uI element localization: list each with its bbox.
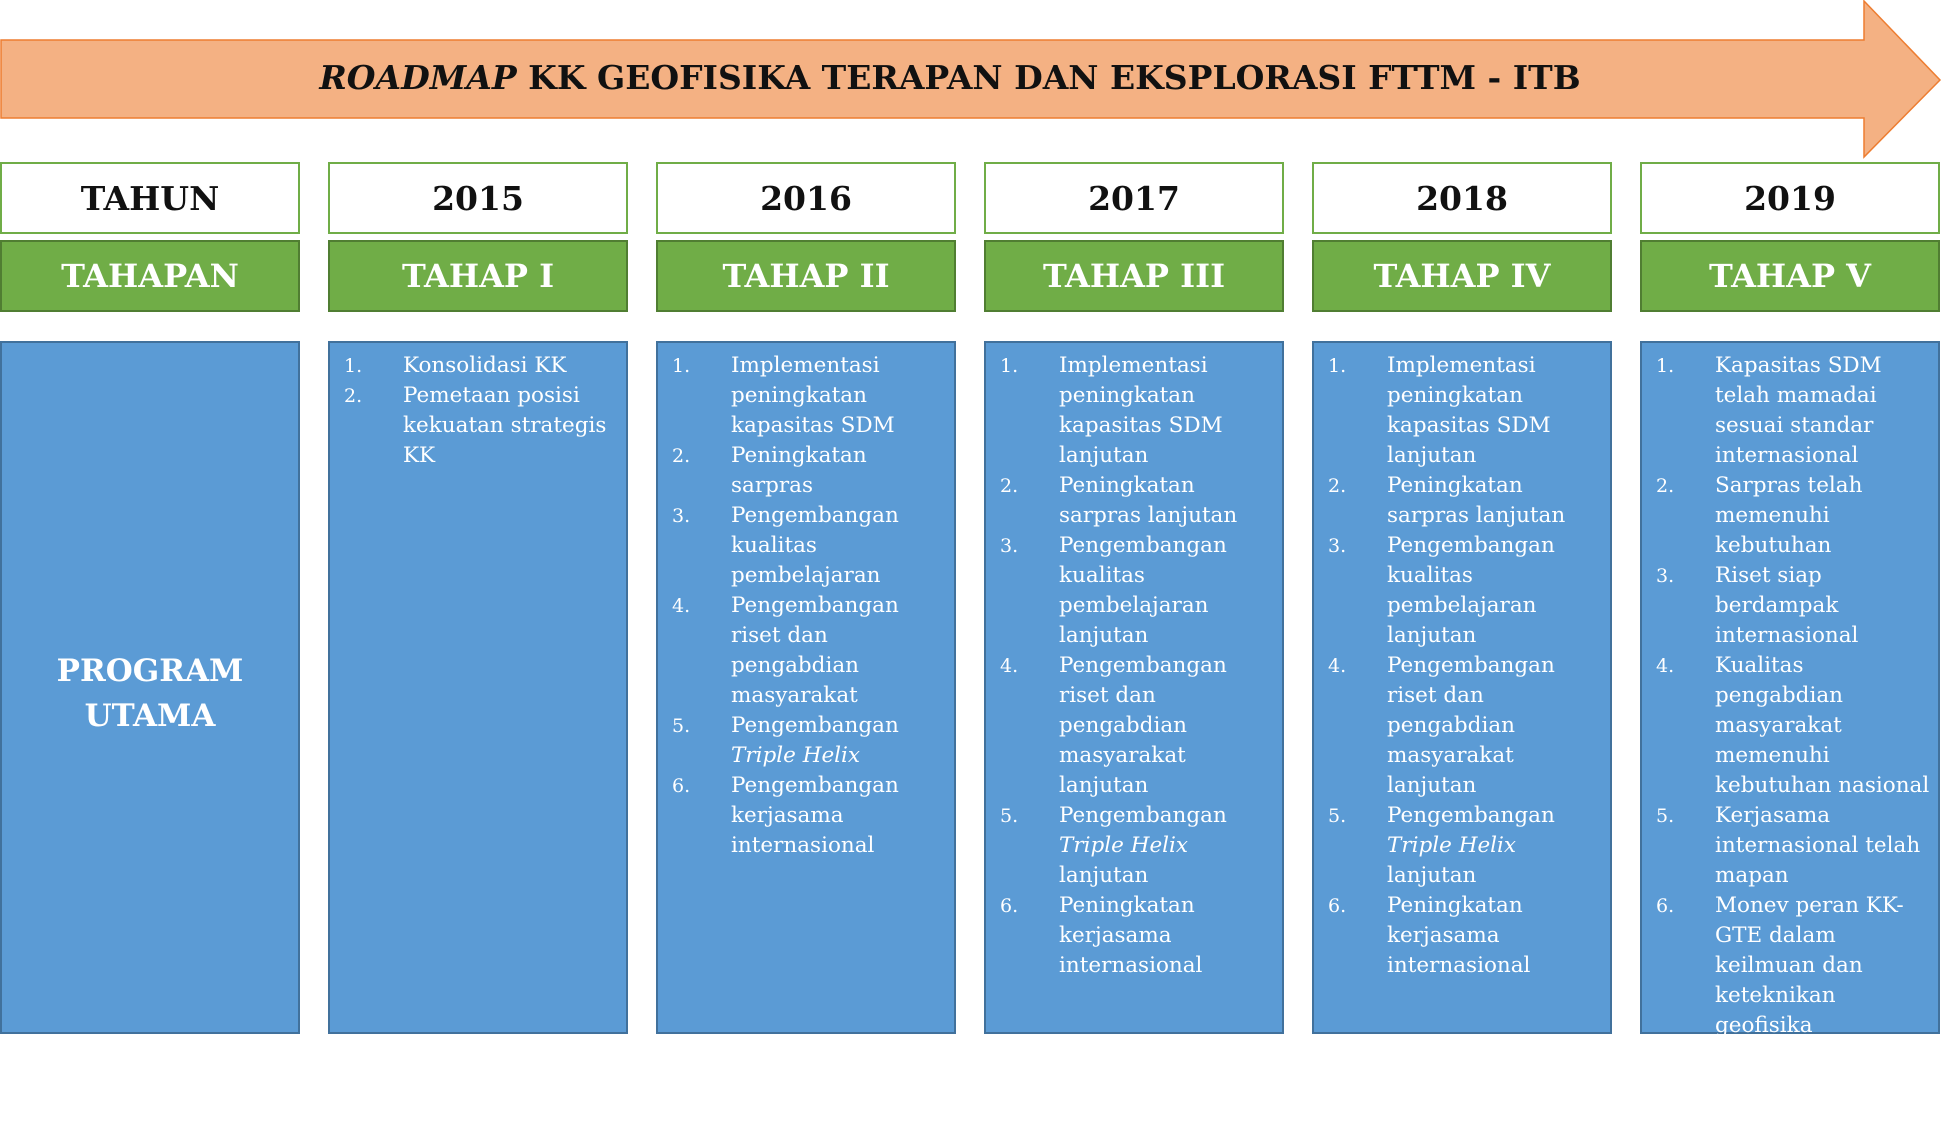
program-item-text-part: Monev peran KK-GTE dalam keilmuan dan keteknikan geofisika — [1715, 893, 1904, 1038]
year-cell-2017: 2017 — [984, 162, 1284, 234]
program-list-2017 — [986, 343, 1282, 981]
program-item-number: 4. — [1000, 655, 1019, 677]
program-cell-2015 — [328, 341, 628, 1034]
year-header-cell: TAHUN — [0, 162, 300, 234]
program-item-text-part: Peningkatan sarpras lanjutan — [1059, 473, 1238, 528]
program-item — [1642, 801, 1930, 891]
program-item-number: 3. — [1656, 565, 1675, 587]
program-item-number: 6. — [672, 775, 691, 797]
program-item-number: 3. — [672, 505, 691, 527]
program-item-text-part: lanjutan — [1387, 863, 1477, 888]
program-item-number: 2. — [1656, 475, 1675, 497]
program-item-text-part: Kualitas pengabdian masyarakat memenuhi kebutuhan nasional — [1715, 653, 1930, 798]
program-label-line1: PROGRAM — [56, 653, 244, 689]
program-item — [986, 891, 1274, 981]
program-item — [1642, 1041, 1930, 1131]
program-item-text-part: Triple Helix — [731, 743, 861, 768]
program-list-2016 — [658, 343, 954, 861]
program-item-number: 1. — [1328, 355, 1347, 377]
program-item-number: 4. — [1656, 655, 1675, 677]
program-item-text-part: Sarpras telah memenuhi kebutuhan — [1715, 473, 1863, 558]
program-item — [1314, 801, 1602, 891]
program-item-text-part: Pengembangan — [731, 713, 899, 738]
program-item-text-part: Peningkatan sarpras lanjutan — [1387, 473, 1566, 528]
stage-header-cell: TAHAPAN — [0, 240, 300, 312]
program-item-text-part: Pengembangan — [1387, 803, 1555, 828]
program-list-2015 — [330, 343, 626, 471]
program-item-number: 4. — [672, 595, 691, 617]
program-item-text — [1387, 891, 1602, 981]
program-item — [1642, 471, 1930, 561]
program-item-text — [731, 591, 946, 711]
program-item-number: 2. — [344, 385, 363, 407]
program-item — [1314, 651, 1602, 801]
program-item-number: 1. — [1656, 355, 1675, 377]
program-item-text-part: Peningkatan kerjasama internasional — [1387, 893, 1531, 978]
banner-title-italic: ROADMAP — [319, 58, 517, 97]
program-item — [986, 531, 1274, 651]
program-item — [658, 351, 946, 441]
program-item-text — [1715, 351, 1930, 471]
program-list-2018 — [1314, 343, 1610, 981]
program-item-text-part: Implementasi peningkatan kapasitas SDM lanjutan — [1387, 353, 1551, 468]
program-item-text-part: Kapasitas SDM telah mamadai sesuai standar internasional — [1715, 353, 1882, 468]
program-item — [1314, 891, 1602, 981]
program-item — [986, 471, 1274, 531]
program-item-text — [1715, 651, 1930, 801]
program-item-text — [1387, 351, 1602, 471]
program-item-text — [1715, 891, 1930, 1041]
program-cell-2018 — [1312, 341, 1612, 1034]
program-label — [2, 649, 298, 739]
program-item — [986, 351, 1274, 471]
program-item-number: 1. — [344, 355, 363, 377]
program-item-text — [1059, 531, 1274, 651]
program-item-text — [1059, 471, 1274, 531]
program-item-text — [731, 711, 946, 771]
program-item-number: 5. — [1656, 805, 1675, 827]
program-item — [1642, 351, 1930, 471]
stage-cell-2017: TAHAP III — [984, 240, 1284, 312]
program-item-text-part: roadmap — [1715, 1073, 1812, 1098]
program-item-text — [1715, 561, 1930, 651]
program-item-text-part: Peningkatan kerjasama internasional — [1059, 893, 1203, 978]
program-item-text-part: Riset siap berdampak internasional — [1715, 563, 1859, 648]
program-item-number: 3. — [1000, 535, 1019, 557]
program-item-number: 2. — [1000, 475, 1019, 497]
year-cell-2019: 2019 — [1640, 162, 1940, 234]
program-item-number: 1. — [672, 355, 691, 377]
program-item-text — [1059, 351, 1274, 471]
program-list-2019 — [1642, 343, 1938, 1131]
program-item-text — [403, 351, 618, 381]
banner-title — [0, 58, 1900, 97]
program-item-text-part: Implementasi peningkatan kapasitas SDM lanjutan — [1059, 353, 1223, 468]
program-item-text — [1059, 651, 1274, 801]
program-item-text-part: Pengembangan — [1059, 803, 1227, 828]
program-item-text-part: Pengembangan riset dan pengabdian masyarakat — [731, 593, 899, 708]
program-cell-2016 — [656, 341, 956, 1034]
program-item-text — [731, 351, 946, 441]
program-item-text-part: Pengembangan kualitas pembelajaran lanjutan — [1059, 533, 1227, 648]
program-item — [1314, 471, 1602, 531]
program-item — [1642, 561, 1930, 651]
program-item-text-part: Pengembangan kualitas pembelajaran lanjutan — [1387, 533, 1555, 648]
program-item-text-part: Triple Helix — [1059, 833, 1189, 858]
program-item-text — [1059, 801, 1274, 891]
program-item-text-part: Peningkatan sarpras — [731, 443, 867, 498]
program-item-text — [1387, 651, 1602, 801]
program-item-number: 5. — [672, 715, 691, 737]
program-item-number: 6. — [1328, 895, 1347, 917]
program-item-text — [1387, 801, 1602, 891]
program-item-text — [731, 441, 946, 501]
program-item — [1642, 651, 1930, 801]
program-item — [986, 651, 1274, 801]
program-item-number: 4. — [1328, 655, 1347, 677]
program-item — [658, 441, 946, 501]
program-item-text-part: Pengembangan riset dan pengabdian masyarakat lanjutan — [1387, 653, 1555, 798]
program-item-number: 7. — [1656, 1045, 1675, 1067]
program-item — [658, 711, 946, 771]
year-cell-2018: 2018 — [1312, 162, 1612, 234]
program-item — [1314, 531, 1602, 651]
program-item-text — [731, 501, 946, 591]
banner-title-rest: KK GEOFISIKA TERAPAN DAN EKSPLORASI FTTM - ITB — [516, 58, 1581, 97]
program-item-number: 6. — [1656, 895, 1675, 917]
stage-cell-2019: TAHAP V — [1640, 240, 1940, 312]
program-item-text — [1715, 1041, 1930, 1131]
program-item-text-part: Konsolidasi KK — [403, 353, 567, 378]
program-item-text-part: Penyusunan — [1715, 1043, 1847, 1068]
program-item-number: 3. — [1328, 535, 1347, 557]
program-item-text-part: lanjutan — [1059, 863, 1149, 888]
program-item-text — [1715, 801, 1930, 891]
program-item-text-part: Pengembangan kerjasama internasional — [731, 773, 899, 858]
program-item — [1314, 351, 1602, 471]
program-item-text-part: Pengembangan kualitas pembelajaran — [731, 503, 899, 588]
program-item-text — [1059, 891, 1274, 981]
program-item — [330, 351, 618, 381]
program-item-text-part: Implementasi peningkatan kapasitas SDM — [731, 353, 895, 438]
program-cell-2017 — [984, 341, 1284, 1034]
program-item-text-part: Pengembangan riset dan pengabdian masyarakat lanjutan — [1059, 653, 1227, 798]
program-item-number: 5. — [1328, 805, 1347, 827]
stage-cell-2016: TAHAP II — [656, 240, 956, 312]
year-cell-2015: 2015 — [328, 162, 628, 234]
program-item-text-part: Pemetaan posisi kekuatan strategis KK — [403, 383, 607, 468]
program-item — [1642, 891, 1930, 1041]
program-item — [330, 381, 618, 471]
program-item-text — [1387, 471, 1602, 531]
program-item-text — [403, 381, 618, 471]
program-item-number: 2. — [1328, 475, 1347, 497]
program-item-number: 2. — [672, 445, 691, 467]
program-item-text-part: 5 tahun kedepan. — [1715, 1073, 1903, 1128]
program-cell-2019 — [1640, 341, 1940, 1128]
program-item — [986, 801, 1274, 891]
year-cell-2016: 2016 — [656, 162, 956, 234]
program-item-text-part: Triple Helix — [1387, 833, 1517, 858]
program-item-number: 1. — [1000, 355, 1019, 377]
program-item-text — [1387, 531, 1602, 651]
program-item — [658, 501, 946, 591]
program-item — [658, 591, 946, 711]
program-label-line2: UTAMA — [84, 698, 216, 734]
program-item-number: 5. — [1000, 805, 1019, 827]
program-item-text-part: Kerjasama internasional telah mapan — [1715, 803, 1921, 888]
program-item-text — [731, 771, 946, 861]
program-item-number: 6. — [1000, 895, 1019, 917]
program-header-cell — [0, 341, 300, 1034]
program-item-text — [1715, 471, 1930, 561]
stage-cell-2018: TAHAP IV — [1312, 240, 1612, 312]
program-item — [658, 771, 946, 861]
stage-cell-2015: TAHAP I — [328, 240, 628, 312]
